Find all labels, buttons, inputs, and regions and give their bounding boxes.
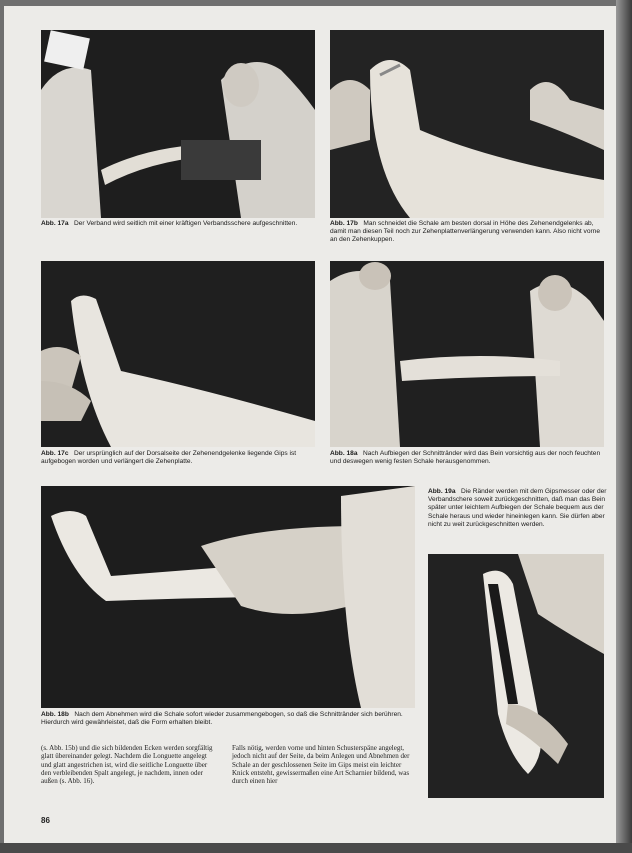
photo-19a-image — [428, 554, 604, 798]
photo-17a-image — [41, 30, 315, 218]
body-column-1: (s. Abb. 15b) und die sich bildenden Ecken werden sorgfältig glatt übereinander gelegt. Nachdem die Longuette angelegt und glatt angestrichen ist, wird die seitliche Longuette über den verbleibenden Spalt angelegt, je nachdem, innen oder außen (s. Abb. 16). — [41, 744, 213, 786]
caption-18b — [41, 711, 421, 727]
page-number: 86 — [41, 816, 50, 825]
caption-17a — [41, 220, 315, 228]
caption-17b-label: Abb. 17b — [330, 220, 358, 227]
caption-17c-text: Der ursprünglich auf der Dorsalseite der Zehenendgelenke liegende Gips ist aufgebogen worden und verlängert die Zehenplatte. — [41, 450, 297, 466]
caption-17a-text: Der Verband wird seitlich mit einer kräftigen Verbandsschere aufgeschnitten. — [73, 220, 298, 227]
caption-17b-text: Man schneidet die Schale am besten dorsal in Höhe des Zehenendgelenks ab, damit man diesen Teil noch zur Zehenplattenverlängerung verwenden kann. Also nicht vorne an den Zehenkuppen. — [330, 220, 601, 244]
scan-bottom-edge — [0, 843, 632, 853]
photo-17c-image — [41, 261, 315, 447]
caption-19a-label: Abb. 19a — [428, 488, 456, 495]
book-spine-shadow — [616, 0, 632, 853]
photo-18a — [330, 261, 604, 447]
photo-18b-image — [41, 486, 415, 708]
caption-19a — [428, 488, 608, 529]
caption-18b-text: Nach dem Abnehmen wird die Schale sofort wieder zusammengebogen, so daß die Schnittränder sich berühren. Hierdurch wird gewährleistet, daß die Form erhalten bleibt. — [41, 711, 403, 727]
photo-18a-image — [330, 261, 604, 447]
photo-17c — [41, 261, 315, 447]
caption-19a-text: Die Ränder werden mit dem Gipsmesser oder der Verbandschere soweit zurückgeschnitten, daß man das Bein später unter leichtem Aufbiegen der Schale bequem aus der Schale heraus und wieder hineinlegen kann. Sie dürfen aber nicht zu weit zurückgeschnitten werden. — [428, 488, 607, 528]
caption-18b-label: Abb. 18b — [41, 711, 69, 718]
photo-19a — [428, 554, 604, 798]
caption-17a-label: Abb. 17a — [41, 220, 69, 227]
caption-17c-label: Abb. 17c — [41, 450, 69, 457]
body-column-2: Falls nötig, werden vorne und hinten Schusterspäne angelegt, jedoch nicht auf der Seite, da beim Anlegen und Abnehmen der Schale an der geschlossenen Seite im Gips meist ein leichter Knick entsteht, gewissermaßen eine Art Scharnier bildend, was durch einen hier — [232, 744, 410, 786]
caption-18a-label: Abb. 18a — [330, 450, 358, 457]
caption-18a — [330, 450, 604, 466]
caption-17c — [41, 450, 315, 466]
book-page — [4, 6, 616, 846]
photo-17a — [41, 30, 315, 218]
caption-18a-text: Nach Aufbiegen der Schnittränder wird das Bein vorsichtig aus der noch feuchten und deswegen wenig festen Schale herausgenommen. — [330, 450, 601, 466]
photo-17b — [330, 30, 604, 218]
caption-17b — [330, 220, 604, 245]
photo-18b — [41, 486, 415, 708]
photo-17b-image — [330, 30, 604, 218]
